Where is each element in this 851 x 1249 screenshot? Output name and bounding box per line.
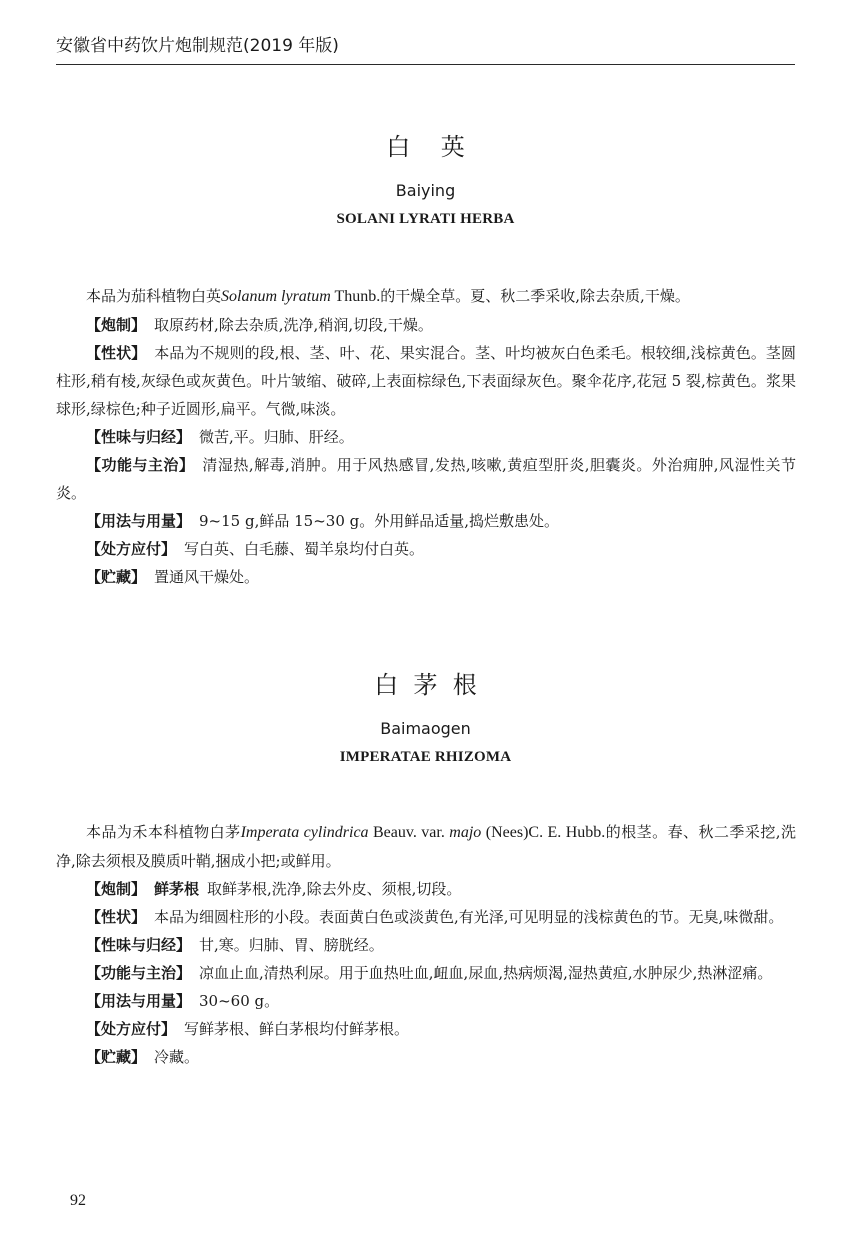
section-processing: [56, 311, 796, 339]
section-label: 【炮制】: [86, 316, 147, 334]
section-label: 【贮藏】: [86, 1048, 147, 1066]
entry-title-baiying: 白 英: [386, 133, 465, 161]
section-label: 【性状】: [86, 344, 147, 362]
section-prescription: [56, 1015, 796, 1043]
section-text: 取原药材,除去杂质,洗净,稍润,切段,干燥。: [154, 316, 433, 334]
section-function: [56, 451, 796, 507]
intro-pre: 本品为茄科植物白英: [86, 287, 222, 305]
author-abbr-2: (Nees)C. E. Hubb.: [481, 824, 606, 841]
section-text: 写鲜茅根、鲜白茅根均付鲜茅根。: [184, 1020, 410, 1038]
section-text: 9~15 g,鲜品 15~30 g。外用鲜品适量,捣烂敷患处。: [199, 512, 560, 530]
section-label: 【处方应付】: [86, 540, 177, 558]
page-number: 92: [70, 1192, 86, 1209]
section-text: 取鲜茅根,洗净,除去外皮、须根,切段。: [207, 880, 462, 898]
entry-pinyin-baimaogen: Baimaogen: [380, 719, 471, 738]
section-label: 【性味与归经】: [86, 428, 192, 446]
section-label: 【贮藏】: [86, 568, 147, 586]
section-nature-meridian: [56, 931, 796, 959]
section-label: 【功能与主治】: [86, 456, 195, 474]
running-header: [56, 34, 795, 65]
section-text: 凉血止血,清热利尿。用于血热吐血,衄血,尿血,热病烦渴,湿热黄疸,水肿尿少,热淋涩痛。: [199, 964, 773, 982]
entry-pinyin-baiying: Baiying: [395, 181, 456, 200]
intro-paragraph: [56, 818, 796, 875]
section-text: 微苦,平。归肺、肝经。: [199, 428, 354, 446]
section-function: [56, 959, 796, 987]
author-abbr: Thunb.: [330, 288, 381, 305]
section-label: 【炮制】: [86, 880, 147, 898]
section-text: 冷藏。: [154, 1048, 200, 1066]
section-label: 【用法与用量】: [86, 992, 192, 1010]
section-text: 本品为不规则的段,根、茎、叶、花、果实混合。茎、叶均被灰白色柔毛。根较细,浅棕黄色。茎圆柱形,稍有棱,灰绿色或灰黄色。叶片皱缩、破碎,上表面棕绿色,下表面绿灰色。聚伞花序,花冠 5 裂,棕黄色。浆果球形,绿棕色;种子近圆形,扁平。气微,味淡。: [56, 344, 796, 418]
scientific-name: Imperata cylindrica: [240, 824, 369, 841]
section-sublabel: 鲜茅根: [154, 880, 200, 898]
intro-paragraph: [56, 282, 796, 311]
section-label: 【功能与主治】: [86, 964, 192, 982]
section-text: 写白英、白毛藤、蜀羊泉均付白英。: [184, 540, 425, 558]
section-text: 甘,寒。归肺、胃、膀胱经。: [199, 936, 384, 954]
section-storage: [56, 563, 796, 591]
intro-post: 的干燥全草。夏、秋二季采收,除去杂质,干燥。: [380, 287, 690, 305]
entry-body-baiying: [56, 282, 796, 591]
section-dosage: [56, 987, 796, 1015]
section-text: 清湿热,解毒,消肿。用于风热感冒,发热,咳嗽,黄疸型肝炎,胆囊炎。外治痈肿,风湿性关节炎。: [56, 456, 796, 502]
section-label: 【性味与归经】: [86, 936, 192, 954]
section-description: [56, 903, 796, 931]
section-label: 【用法与用量】: [86, 512, 192, 530]
author-abbr: Beauv. var.: [368, 824, 450, 841]
intro-post: 的根茎。春、秋二季采挖,洗净,除去须根及膜质叶鞘,捆成小把;或鲜用。: [56, 823, 796, 870]
entry-title-baimaogen: 白 茅 根: [374, 671, 477, 699]
section-text: 置通风干燥处。: [154, 568, 260, 586]
section-processing: [56, 875, 796, 903]
section-nature-meridian: [56, 423, 796, 451]
section-label: 【性状】: [86, 908, 147, 926]
variety-name: majo: [449, 824, 482, 841]
entry-latin-baimaogen: IMPERATAE RHIZOMA: [339, 749, 512, 765]
intro-pre: 本品为禾本科植物白茅: [86, 823, 241, 841]
section-storage: [56, 1043, 796, 1071]
section-text: 30~60 g。: [199, 992, 280, 1010]
entry-body-baimaogen: [56, 818, 796, 1071]
entry-latin-baiying: SOLANI LYRATI HERBA: [336, 211, 515, 227]
scientific-name: Solanum lyratum: [221, 288, 331, 305]
section-dosage: [56, 507, 796, 535]
running-title: 安徽省中药饮片炮制规范(2019 年版): [56, 36, 339, 56]
section-description: [56, 339, 796, 423]
section-prescription: [56, 535, 796, 563]
section-text: 本品为细圆柱形的小段。表面黄白色或淡黄色,有光泽,可见明显的浅棕黄色的节。无臭,味微甜。: [154, 908, 784, 926]
section-label: 【处方应付】: [86, 1020, 177, 1038]
